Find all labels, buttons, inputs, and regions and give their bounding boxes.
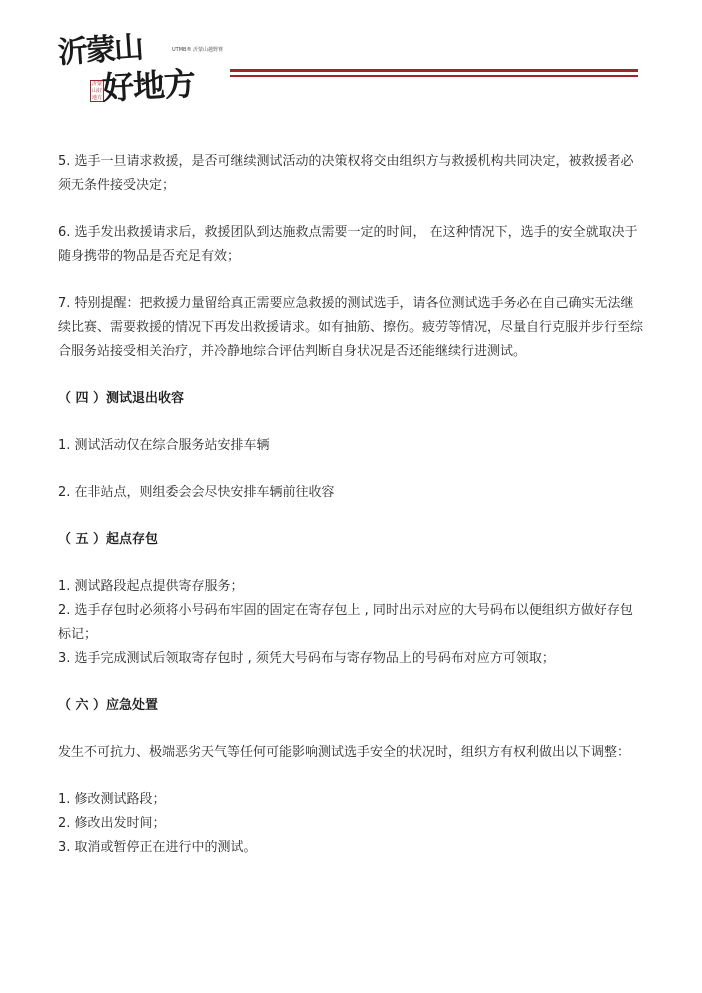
section-heading-exit: （ 四 ）测试退出收容 <box>58 391 185 406</box>
paragraph-item5: 5. 选手一旦请求救援，是否可继续测试活动的决策权将交由组织方与救援机构共同决定，被救援者必须无条件接受决定； <box>58 154 634 193</box>
document-body <box>58 150 644 860</box>
paragraph-item7: 7. 特别提醒：把救援力量留给真正需要应急救援的测试选手，请各位测试选手务必在自己确实无法继续比赛、需要救援的情况下再发出救援请求。如有抽筋、擦伤。疲劳等情况，尽量自行克服并步行至综合服务站接受相关治疗，并冷静地综合评估判断自身状况是否还能继续行进测试。 <box>58 296 644 359</box>
paragraph-item6: 6. 选手发出救援请求后，救援团队到达施救点需要一定的时间， 在这种情况下，选手的安全就取决于随身携带的物品是否充足有效； <box>58 225 638 264</box>
list-item: 1. 修改测试路段； <box>58 792 166 807</box>
seal-stamp: 沂蒙山好地方 <box>91 81 102 101</box>
logo-title-line2: 好地方 <box>101 64 196 108</box>
list-item: 2. 在非站点，则组委会会尽快安排车辆前往收容 <box>58 485 335 500</box>
list-item: 3. 选手完成测试后领取寄存包时 , 须凭大号码布与寄存物品上的号码布对应方可领取； <box>58 651 555 666</box>
logo-title-line1: 沂蒙山 <box>56 30 144 71</box>
list-item: 2. 选手存包时必须将小号码布牢固的固定在寄存包上 , 同时出示对应的大号码布以便组织方做好存包标记； <box>58 603 633 642</box>
logo-subtitle: UTMB® 沂蒙山越野赛 <box>172 47 224 53</box>
page-header <box>0 0 702 120</box>
paragraph-emergency-intro: 发生不可抗力、极端恶劣天气等任何可能影响测试选手安全的状况时，组织方有权利做出以下调整： <box>58 745 631 760</box>
section-heading-bag-storage: （ 五 ）起点存包 <box>58 532 159 547</box>
logo <box>56 30 228 116</box>
header-rule-thick <box>230 69 638 72</box>
list-item: 2. 修改出发时间； <box>58 816 166 831</box>
header-rule-thin <box>230 75 638 77</box>
list-item: 1. 测试活动仅在综合服务站安排车辆 <box>58 438 270 453</box>
list-item: 3. 取消或暂停正在进行中的测试。 <box>58 840 257 855</box>
section-heading-emergency: （ 六 ）应急处置 <box>58 698 159 713</box>
list-item: 1. 测试路段起点提供寄存服务； <box>58 579 244 594</box>
